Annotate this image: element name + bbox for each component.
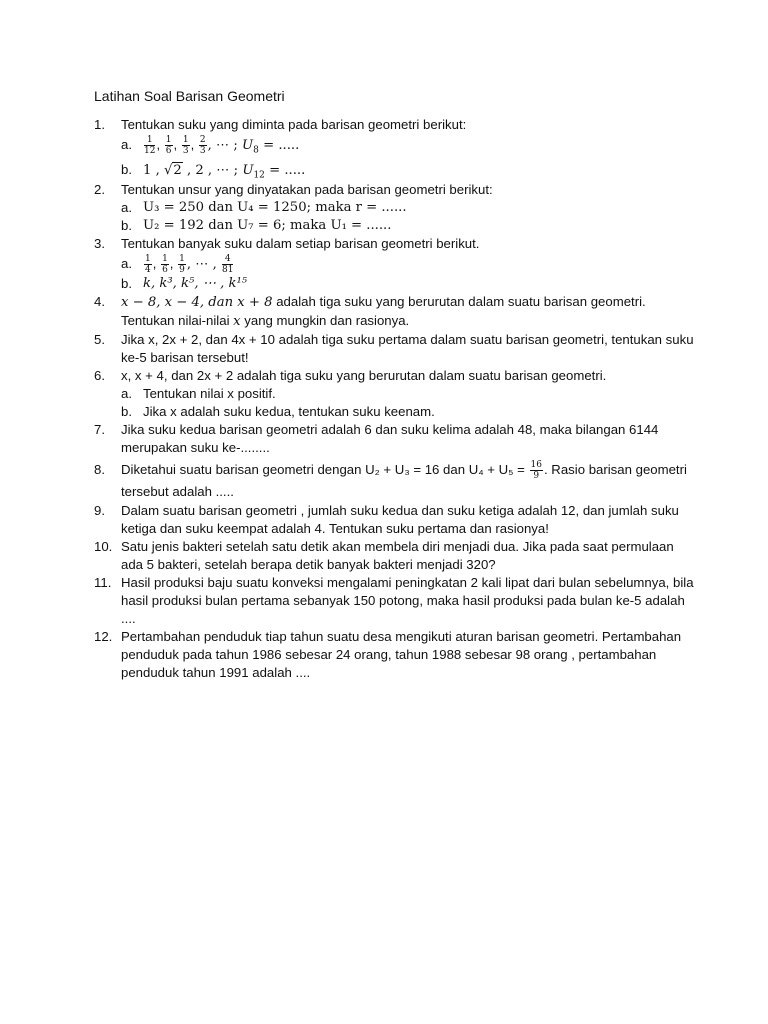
question-5 (94, 331, 694, 367)
question-number: 11. (94, 575, 112, 591)
question-text: Hasil produksi baju suatu konveksi mengalami peningkatan 2 kali lipat dari bulan sebelumnya, bila hasil produksi bulan pertama sebanyak 150 potong, maka hasil produksi pada bulan ke-5 adalah .... (121, 575, 694, 627)
question-7 (94, 421, 694, 457)
question-text: Pertambahan penduduk tiap tahun suatu desa mengikuti aturan barisan geometri. Pertambahan penduduk pada tahun 1986 sebesar 24 orang, tahun 1988 sebesar 98 orang , pertambahan penduduk tahun 1991 adalah .... (121, 629, 682, 681)
fraction: $\frac{1}{9}$ (179, 254, 185, 276)
question-number: 4. (94, 294, 105, 310)
question-2 (94, 181, 694, 235)
question-text: Jika suku kedua barisan geometri adalah 6 dan suku kelima adalah 48, maka bilangan 6144 merupakan suku ke-........ (121, 422, 659, 456)
question-text: Satu jenis bakteri setelah satu detik akan membela diri menjadi dua. Jika pada saat permulaan ada 5 bakteri, setelah berapa detik banyak bakteri menjadi 320? (121, 539, 674, 573)
question-text: x, x + 4, dan 2x + 2 adalah tiga suku yang berurutan dalam suatu barisan geometri. (121, 368, 607, 384)
subquestion-3a (121, 253, 694, 275)
question-number: 5. (94, 332, 105, 348)
question-text: Dalam suatu barisan geometri , jumlah suku kedua dan suku ketiga adalah 12, dan jumlah suku ketiga dan suku keempat adalah 4. Tentukan suku pertama dan rasionya! (121, 503, 679, 537)
sub-label: a. (121, 137, 132, 152)
question-number: 3. (94, 236, 105, 252)
sequence-1a: $\frac{1}{12}$ , $\frac{1}{6}$ , $\frac{1}{3}$ , $\frac{2}{3}$ , ⋯ ; $U_8$ = ..... (144, 135, 300, 157)
fraction: $\frac{4}{81}$ (222, 254, 234, 276)
document-title: Latihan Soal Barisan Geometri (94, 88, 285, 104)
question-list (94, 116, 694, 682)
sub-label: a. (121, 200, 132, 216)
sub-label: a. (121, 386, 132, 402)
question-text: Tentukan unsur yang dinyatakan pada barisan geometri berikut: (121, 182, 493, 198)
subquestion-6a (121, 385, 694, 403)
sequence-3a: $\frac{1}{4}$ , $\frac{1}{6}$ , $\frac{1}{9}$ , ⋯ , $\frac{4}{81}$ (145, 254, 234, 276)
question-11 (94, 574, 694, 628)
subquestion-1a (121, 134, 694, 156)
question-number: 1. (94, 117, 105, 132)
sequence-1b: 1 , √2 , 2 , ⋯ ; $U_{12}$ = ..... (143, 163, 306, 181)
question-number: 2. (94, 182, 105, 198)
sub-label: b. (121, 276, 132, 292)
subquestion-1b (121, 159, 694, 181)
question-number: 8. (94, 462, 105, 478)
question-1 (94, 116, 694, 181)
fraction: $\frac{2}{3}$ (199, 135, 206, 157)
sub-text: U₂ = 192 dan U₇ = 6; maka U₁ = ...... (143, 218, 392, 234)
question-9 (94, 502, 694, 538)
sub-text: k, k³, k⁵, ⋯ , k¹⁵ (143, 276, 248, 292)
fraction: $\frac{1}{6}$ (165, 135, 172, 157)
question-number: 9. (94, 503, 105, 519)
sub-text: U₃ = 250 dan U₄ = 1250; maka r = ...... (143, 200, 407, 216)
sub-label: a. (121, 256, 132, 272)
sub-label: b. (121, 218, 132, 234)
question-number: 7. (94, 422, 105, 438)
subquestion-3b (121, 275, 694, 293)
sub-text: Jika x adalah suku kedua, tentukan suku keenam. (143, 404, 435, 420)
square-root: √2 (163, 163, 182, 179)
question-text: Tentukan suku yang diminta pada barisan geometri berikut: (121, 117, 467, 132)
sub-label: b. (121, 404, 132, 420)
sub-label: b. (121, 162, 132, 178)
subquestion-6b (121, 403, 694, 421)
fraction: $\frac{1}{6}$ (162, 254, 168, 276)
question-text: Jika x, 2x + 2, dan 4x + 10 adalah tiga suku pertama dalam suatu barisan geometri, tentukan suku ke-5 barisan tersebut! (121, 332, 694, 366)
question-10 (94, 538, 694, 574)
question-12 (94, 628, 694, 682)
question-text: x − 8, x − 4, dan x + 8 adalah tiga suku yang berurutan dalam suatu barisan geometri. Tentukan nilai-nilai x yang mungkin dan rasionya. (121, 294, 646, 330)
question-text: Diketahui suatu barisan geometri dengan U₂ + U₃ = 16 dan U₄ + U₅ = $\frac{16}{9}$ . Rasio barisan geometri tersebut adalah ..... (121, 460, 687, 500)
fraction: $\frac{16}{9}$ (530, 460, 542, 482)
question-4 (94, 293, 694, 331)
question-number: 6. (94, 368, 105, 384)
question-8 (94, 459, 694, 502)
question-text: Tentukan banyak suku dalam setiap barisan geometri berikut. (121, 236, 480, 252)
subquestion-2a (121, 199, 694, 217)
question-number: 10. (94, 539, 113, 555)
fraction: $\frac{1}{3}$ (182, 135, 189, 157)
fraction: $\frac{1}{12}$ (144, 135, 156, 157)
sub-text: Tentukan nilai x positif. (143, 386, 276, 402)
question-6 (94, 367, 694, 421)
subquestion-2b (121, 217, 694, 235)
fraction: $\frac{1}{4}$ (145, 254, 151, 276)
question-number: 12. (94, 629, 113, 645)
question-3 (94, 235, 694, 293)
